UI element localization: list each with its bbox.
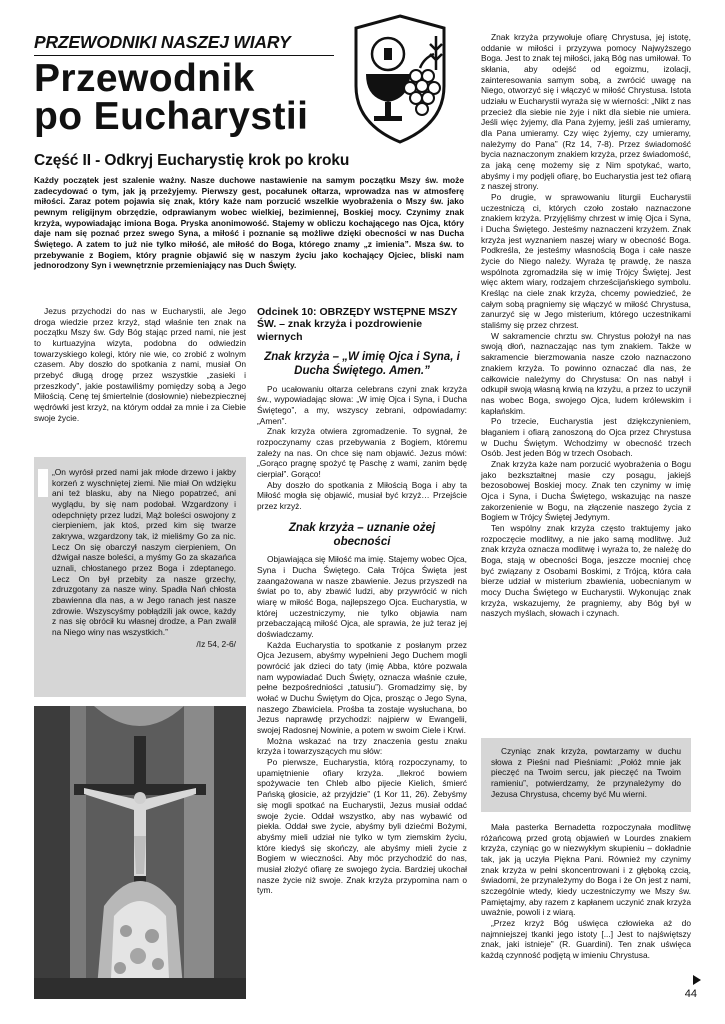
episode-heading: Odcinek 10: OBRZĘDY WSTĘPNE MSZY ŚW. – znak krzyża i pozdrowienie wiernych — [257, 306, 458, 343]
paragraph: Każda Eucharystia to spotkanie z posłanym przez Ojca Jezusem, abyśmy wypełnieni Jego Duchem mogli powrócić jak dzieci do taty (imię Abba, które pozwala nam wypowiadać Duch Święty, oznacza właśnie czułe, pełne bezpośredniości „tatusiu”). Gromadzimy się, by wołać w Duchu Świętym do Ojca, prosząc o Jego Syna, naszego Zbawiciela. Prośba ta zostaje wysłuchana, bo Jezus naprawdę przychodzi: najpierw w Ewangelii, swojej Radosnej Nowinie, a potem w swoim Ciele i Krwi. — [257, 639, 467, 736]
quote-source: /Iz 54, 2-6/ — [196, 638, 236, 649]
paragraph: Po drugie, w sprawowaniu liturgii Eucharystii uczestniczą ci, których czoło zostało naznaczone znakiem krzyża. Przyjęliśmy chrzest w imię Ojca i Syna, i Ducha Świętego. Jesteśmy naznaczeni krzyżem. Znak krzyża jest wyznaniem naszej wiary w obecność Boga. Podkreśla, że jesteśmy własnością Boga i całe nasze życie do Niego należy. Wyraża tę prawdę, że nasza wspólnota zgromadziła się w imię Trójcy Świętej. Jest więc aktem wiary, rodzajem chrześcijańskiego symbolu. Kreśląc na ciele znak krzyża, chcemy powiedzieć, że całym sobą pragniemy się włączyć w miłość Chrystusa, zanurzyć się w Jego misterium, którego uczestnikami staliśmy się przez chrzest. — [481, 192, 691, 331]
subtitle: Część II - Odkryj Eucharystię krok po kroku — [34, 152, 350, 169]
paragraph: W sakramencie chrztu sw. Chrystus położył na nas swoją dłoń, naznaczając nas tym znakiem. Także w sakramencie bierzmowania nasze czoło naznaczono znakiem krzyża. To powinno oznaczać dla nas, że całkowicie należymy do Chrystusa: On nas nabył i odkupił swoją własną krwią na krzyżu, a przez to uczynił nas wobec Boga, swojego Ojca, ludem królewskim i kapłańskim. — [481, 330, 691, 416]
lead-paragraph — [34, 175, 464, 271]
highlight-text: Czyniąc znak krzyża, powtarzamy w duchu słowa z Pieśni nad Pieśniami: „Połóż mnie jak pieczęć na Twoim sercu, jak pieczęć na Twoim ramieniu”, potwierdzamy, że przynależymy do Jezusa Chrystusa, chcemy być Mu wierni. — [491, 746, 681, 799]
column-1 — [34, 306, 246, 423]
column-3 — [481, 32, 691, 619]
section-heading-1: Znak krzyża – „W imię Ojca i Syna, i Ducha Świętego. Amen.” — [264, 351, 460, 377]
highlight-quote-box — [481, 738, 691, 812]
episode-number: Odcinek 10 — [257, 306, 314, 318]
paragraph: Po trzecie, Eucharystia jest dziękczynieniem, błaganiem i ofiarą zanoszoną do Ojca przez Chrystusa w Duchu Świętym. Wchodzimy w obecność trzech Osób. Jest jeden Bóg w trzech Osobach. — [481, 416, 691, 459]
scripture-quote-box — [34, 457, 246, 697]
paragraph: Ten wspólny znak krzyża często traktujemy jako rozpoczęcie modlitwy, a nie jako samą modlitwę. Już znak krzyża oznacza modlitwę i wyraża to, że należę do Boga, stają w obecności Boga, jeszcze mocniej chcę być związany z Osobami Boskimi, z Trójcą, która cała bierze udział w misterium zbawienia, uobecnianym w mocy Ducha Świętego w Eucharystii. Wykonując znak krzyża, wskazujemy, że pragniemy, aby Bóg był w naszych myślach, słowach i czynach. — [481, 522, 691, 619]
title-line-1: Przewodnik — [34, 57, 255, 100]
page-number: 44 — [684, 988, 697, 1000]
column-3-bottom — [481, 822, 691, 961]
triangle-right-icon — [693, 975, 701, 985]
series-title: PRZEWODNIKI NASZEJ WIARY — [34, 31, 334, 56]
quote-mark-icon — [38, 469, 48, 497]
paragraph: Objawiająca się Miłość ma imię. Stajemy wobec Ojca, Syna i Ducha Świętego. Cała Trójca Święta jest zaangażowana w nasze zbawienie. Jezus przyszedł na świat po to, aby zbawić ludzi, aby przywrócić w nich wiarę w miłość Boga, najlepszego Ojca. Eucharystia, w której uczestniczymy, nie tylko objawia nam przebaczającą miłość Ojca, ale sprawia, że już teraz jej doświadczamy. — [257, 554, 467, 640]
paragraph: Jezus przychodzi do nas w Eucharystii, ale Jego droga wiedzie przez krzyż, stąd właśnie ten znak na początku Mszy św. Gdy Bóg stając przed nami, nie jest to kurtuazyjna wizyta, podobna do odwiedzin towarzyskiego kolegi, który nie wie, co zrobić z wolnym czasem. Aby doszło do spotkania z nami, musiał On przebyć długą drogę przez wszystkie „zasieki i przeszkody”, jakie postawiliśmy pomiędzy sobą a Jego Miłością. Cenę tej śmiertelnie (dosłownie) niebezpiecznej wędrówki jest krzyż, na którym oddał za mnie i za Ciebie swoje życie. — [34, 306, 246, 423]
paragraph: Znak krzyża otwiera zgromadzenie. To sygnał, że rozpoczynamy czas przebywania z Bogiem, któremu zależy na nas. On chce się nam objawić. Jezus mówi: „Gorąco pragnę spożyć tę Paschę z wami, zanim będę cierpiał”. Gorąco! — [257, 426, 467, 480]
eucharist-chalice-grapes-wheat-icon — [340, 14, 460, 146]
paragraph: Można wskazać na trzy znaczenia gestu znaku krzyża i towarzyszących mu słów: — [257, 735, 467, 757]
crucifix-photo — [34, 706, 246, 999]
title-line-2: po Eucharystii — [34, 95, 309, 139]
section-heading-2: Znak krzyża – uznanie ożej obecności — [288, 521, 436, 548]
paragraph: Aby doszło do spotkania z Miłością Boga i aby ta Miłość mogła się objawić, musiał być krzyż… Przejście przez krzyż. — [257, 479, 467, 512]
paragraph: Po ucałowaniu ołtarza celebrans czyni znak krzyża św., wypowiadając słowa: „W imię Ojca i Syna, i Ducha Świętego”, a my, wszyscy zebrani, odpowiadamy: „Amen”. — [257, 383, 467, 426]
paragraph: „Przez krzyż Bóg uświęca człowieka aż do najmniejszej tkanki jego istoty [...] Jest to najświętszy znak, jaki istnieje” (R. Guardini). Ten znak uświęca każdą czynność podjętą w imieniu Chrystusa. — [481, 918, 691, 961]
paragraph: Po pierwsze, Eucharystia, którą rozpoczynamy, to upamiętnienie ofiary krzyża. „Ilekroć bowiem spożywacie ten Chleb albo pijecie Kielich, śmierć Pańską głosicie, aż przyjdzie” (1 Kor 11, 26). Żebyśmy się mogli spotkać na Eucharystii, Jezus musiał oddać swoje życie. Oddał wszystko, aby nas wybawić od piekła. Oddał swe życie, abyśmy byli dziećmi Bożymi, abyśmy mieli udział nie tylko w tym ziemskim życiu, które kiedyś się skończy, ale abyśmy mieli życie z Bogiem w wieczności. Aby móc przychodzić do nas, musiał złożyć ofiarę ze swojego życia. Bardziej ukochał nasze życie niż swoje. Znak krzyża przypomina nam o tym. — [257, 757, 467, 896]
column-2 — [257, 306, 467, 896]
paragraph: Znak krzyża przywołuje ofiarę Chrystusa, jej istotę, oddanie w miłości i przyzywa pomocy Najwyższego Boga. Jest to znak tej miłości, jaką Bóg nas umiłował. To skłania, aby odejść od egoizmu, izolacji, zainteresowania samym sobą, a zwrócić uwagę na Niego, otworzyć się i włączyć w miłość Chrystusa. Istota udziału w Eucharystii wyraża się w wierności: „Nikt z nas przecież dla siebie nie żyje i nikt dla siebie nie umiera. Jeśli więc żyjemy, dla Pana żyjemy, jeśli zaś umieramy, dla Pana umieramy. Czy więc żyjemy, czy umieramy, należymy do Pana” (Rz 14, 7-8). Przez świadomość bycia naznaczonym znakiem krzyża, przez świadomość, za jaką cenę możemy się z Nim spotykać, warto, abyśmy i my podjęli ofiarę, bo Eucharystia jest też ofiarą z naszej strony. — [481, 32, 691, 192]
paragraph: Mała pasterka Bernadetta rozpoczynała modlitwę różańcową przed grotą objawień w Lourdes znakiem krzyża, czyniąc go w niezwykłym skupieniu – dokładnie tak, jak ją uczyła Piękna Pani. Również my czynimy znak krzyża w pełni skoncentrowani i z głęboką czcią, świadomi, że przynależymy do Boga i że On jest z nami, szczególnie wtedy, kiedy uczestniczymy we Mszy św. Pamiętajmy, aby razem z kapłanem uczynić znak krzyża uważnie, powoli i z wiarą. — [481, 822, 691, 918]
paragraph: Znak krzyża każe nam porzucić wyobrażenia o Bogu jako bezkształtnej masie czy posągu, jakiejś bezosobowej Boskiej mocy. Znak ten czynimy w imię Ojca i Syna, i Ducha Świętego, wskazując na nasze zakorzenienie w Bogu, na złączenie naszego życia z Bogiem w Trójcy Świętej Jedynym. — [481, 458, 691, 523]
episode-title: OBRZĘDY WSTĘPNE MSZY ŚW. – znak krzyża i pozdrowienie wiernych — [257, 306, 458, 343]
page-title — [34, 57, 344, 139]
lead-text: Każdy początek jest szalenie ważny. Nasze duchowe nastawienie na samym początku Mszy św. może zadecydować o tym, jak ją przeżyjemy. Pierwszy gest, pocałunek ołtarza, wprowadza nas w atmosferę miłości. Zaraz potem pojawia się znak, który każe nam porzucić wszelkie wyobrażenia o Mszy św. jako pewnym religijnym obrzędzie, odprawianym wobec wielkiej, bezimiennej, Boskiej mocy. Czynimy znak krzyża, wypowiadając imiona Boga. Pryska anonimowość. Stajemy w obliczu kochającego nas Ojca, który daje nam się poznać przez swego Syna, a miłość i poznanie są możliwe dzięki obecności w nas Ducha Świętego. A zatem to już nie tylko miłość, ale miłość do Boga, którego znamy „z imienia”. Msza św. to przebywanie z Bogiem, który pragnie objawić się w naszym życiu jako kochający Ojciec, bliski nam jednorodzony Syn i wewnętrznie przemieniający nas Duch Święty. — [34, 175, 464, 271]
quote-text: „On wyrósł przed nami jak młode drzewo i jakby korzeń z wyschniętej ziemi. Nie miał On wdzięku ani też blasku, aby na Niego popatrzeć, ani wyglądu, by się nam podobał. Wzgardzony i odepchnięty przez ludzi, Mąż boleści oswojony z cierpieniem, jak ktoś, przed kim się twarze zakrywa, wzgardzony tak, iż mieliśmy Go za nic. Lecz On się obarczył naszym cierpieniem, On dźwigał nasze boleści, a myśmy Go za skazańca uznali, chłostanego przez Boga i zdeptanego. Lecz On był przebity za nasze grzechy, zdruzgotany za nasze winy. Spadła Nań chłosta zbawienna dla nas, a w Jego ranach jest nasze zdrowie. Wszyscyśmy pobłądzili jak owce, każdy z nas się obrócił ku własnej drodze, a Pan zwalił na Niego winy nas wszystkich.” — [52, 467, 236, 638]
